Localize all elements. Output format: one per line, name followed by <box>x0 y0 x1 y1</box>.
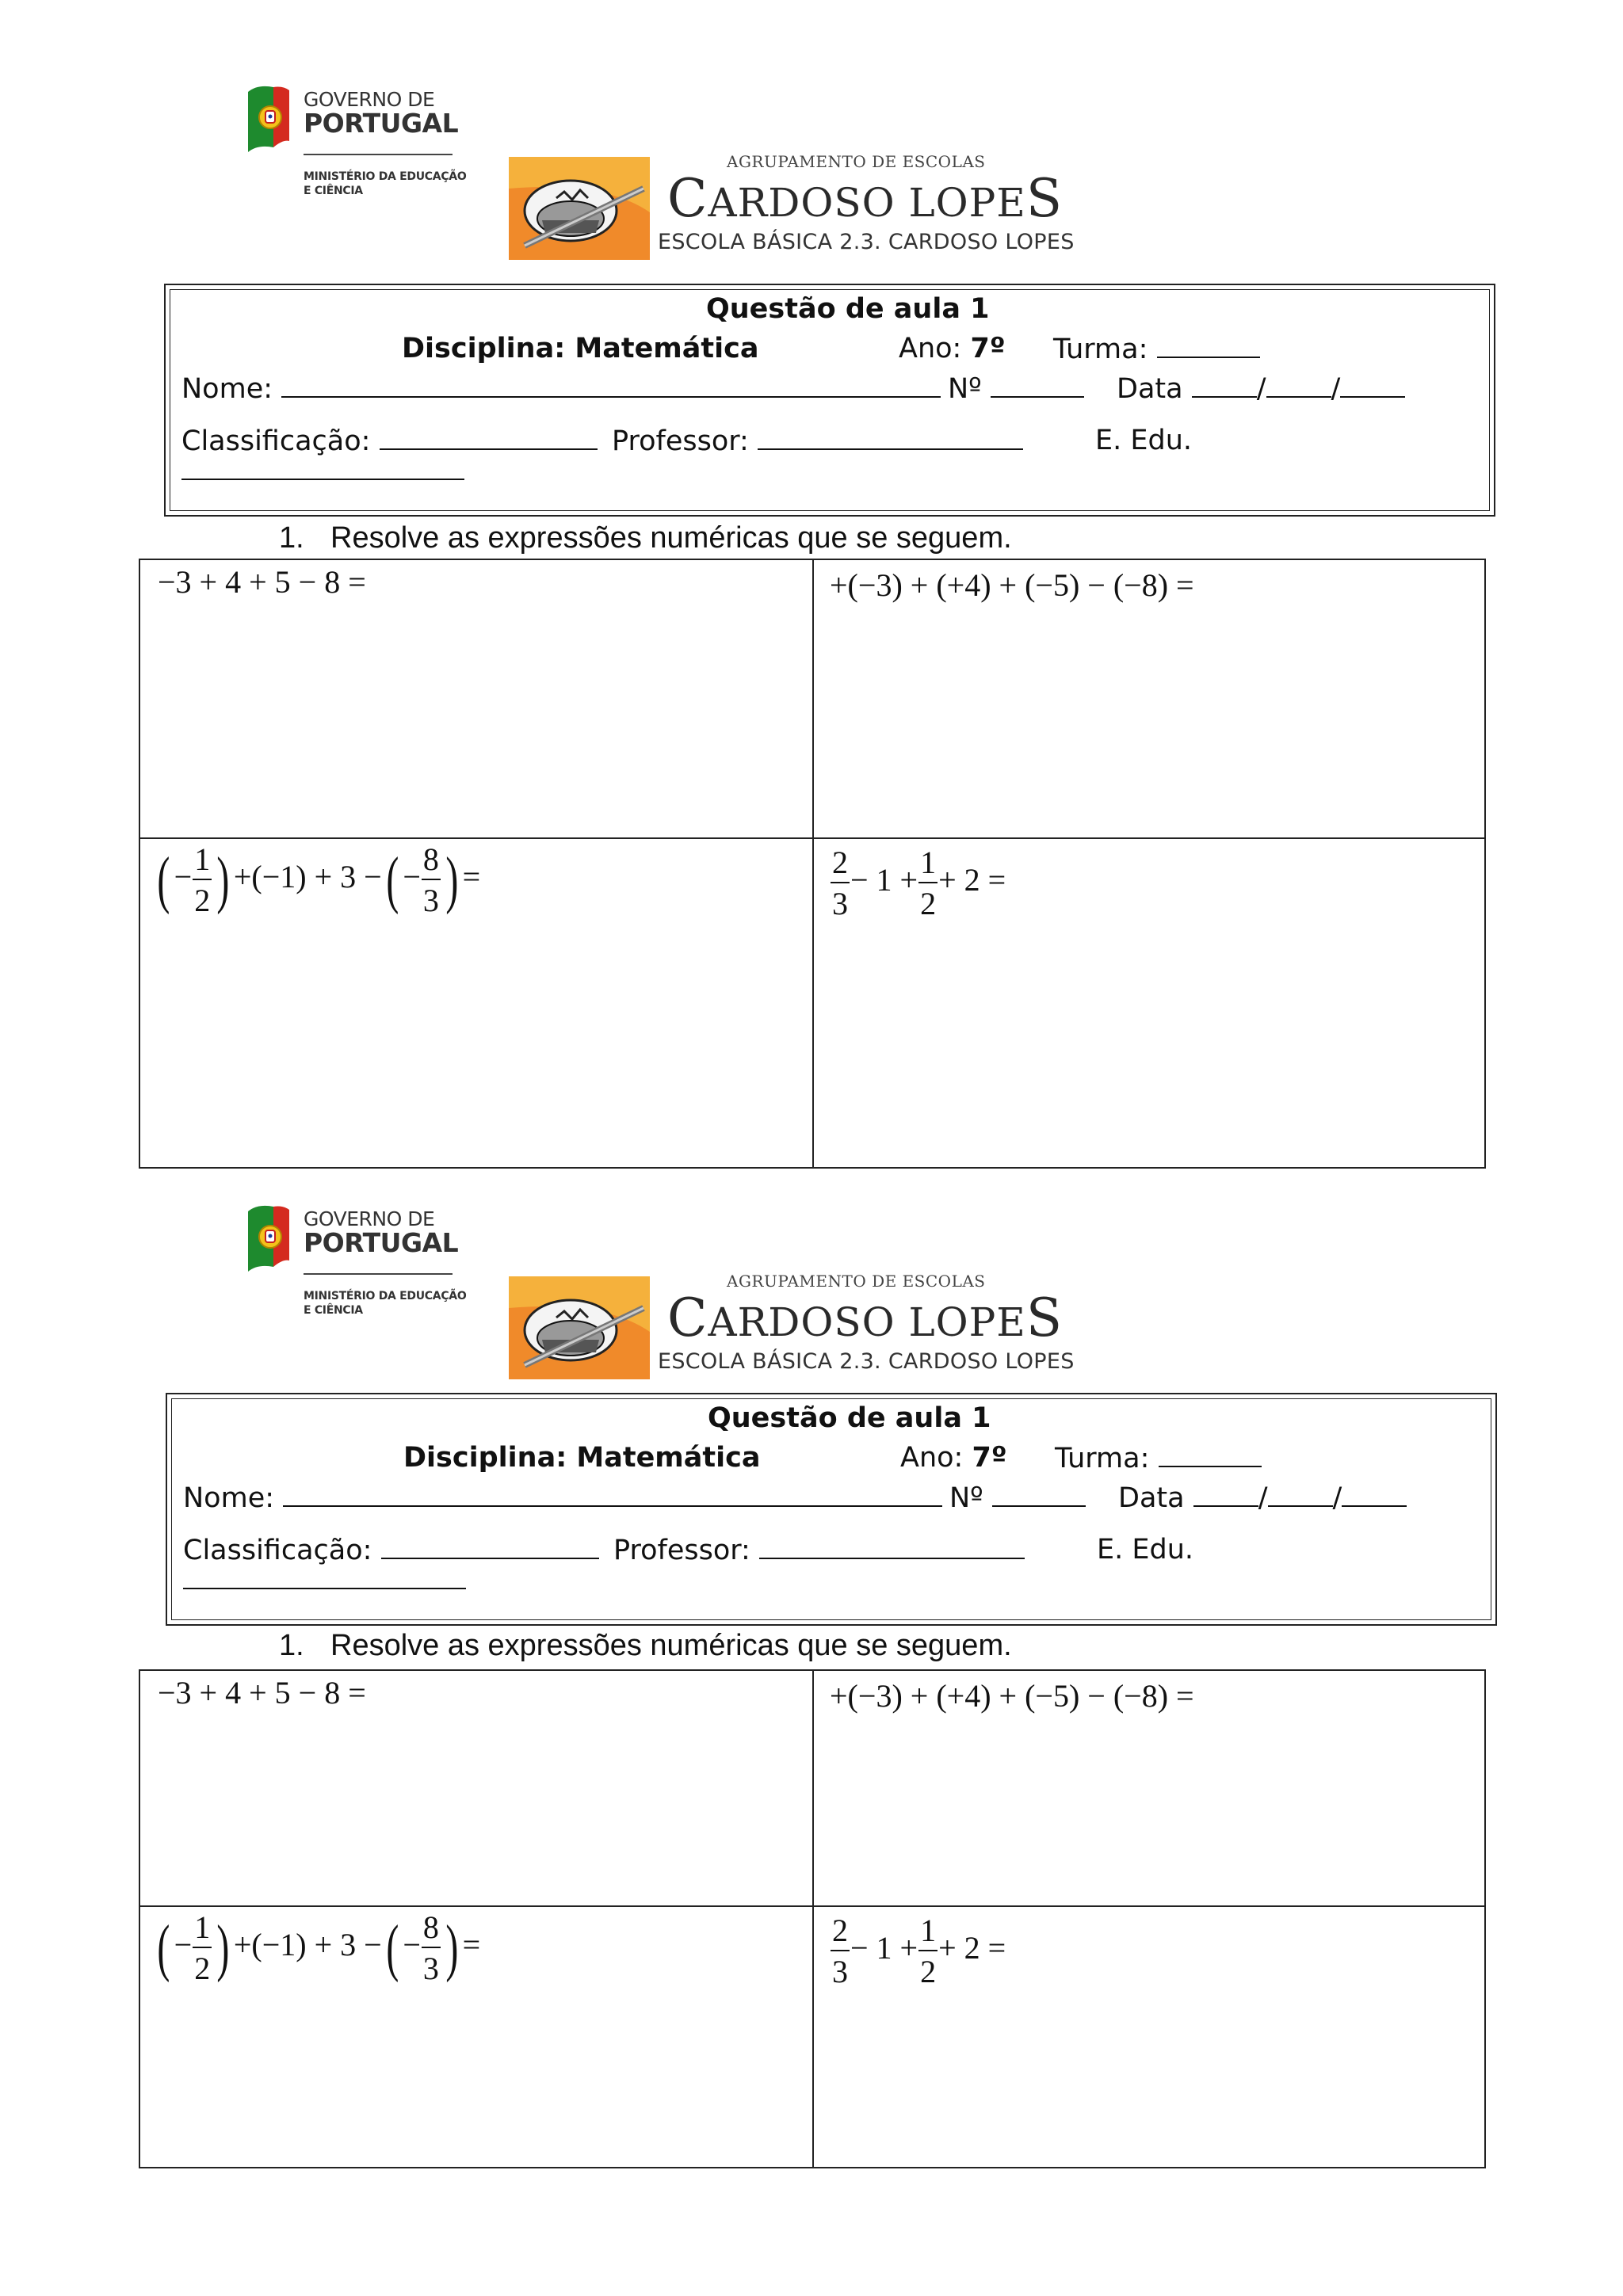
number-field[interactable]: Nº <box>948 372 1084 405</box>
teacher-field[interactable]: Professor: <box>613 1534 1025 1566</box>
gov-logo-line2: PORTUGAL <box>304 108 459 139</box>
header-box <box>164 284 1495 517</box>
class-field[interactable]: Turma: <box>1053 333 1260 365</box>
header-box <box>166 1393 1497 1626</box>
number-field[interactable]: Nº <box>949 1482 1086 1514</box>
year-field: Ano: 7º <box>899 333 1006 364</box>
school-emblem-icon <box>509 157 650 260</box>
exercise-b: +(−3) + (+4) + (−5) − (−8) = <box>830 567 1194 603</box>
governo-de-portugal-logo <box>242 1200 472 1327</box>
gov-logo-ministry-2: E CIÊNCIA <box>304 185 363 197</box>
gov-logo-line2: PORTUGAL <box>304 1227 459 1258</box>
exercise-b: +(−3) + (+4) + (−5) − (−8) = <box>830 1678 1194 1714</box>
exercise-d: $\frac{2}{3}$ − 1 + $\frac{1}{2}$ + 2 = <box>832 845 1006 921</box>
worksheet-copy-2 <box>0 1119 1623 2229</box>
gov-logo-divider <box>304 1273 453 1275</box>
school-subtitle: ESCOLA BÁSICA 2.3. CARDOSO LOPES <box>658 230 1075 254</box>
exercise-c: ( − $\frac{1}{2}$ ) +(−1) + 3 −( − $\frac{8}{3}$ ) = <box>157 1909 481 1986</box>
exercise-grid <box>139 559 1486 1169</box>
school-subtitle: ESCOLA BÁSICA 2.3. CARDOSO LOPES <box>658 1349 1075 1374</box>
exercise-c: ( − $\frac{1}{2}$ ) +(−1) + 3 −( − $\frac{8}{3}$ ) = <box>157 841 481 918</box>
exercise-d: $\frac{2}{3}$ − 1 + $\frac{1}{2}$ + 2 = <box>832 1913 1006 1989</box>
name-field[interactable]: Nome: <box>181 372 941 405</box>
discipline-label: Disciplina: Matemática <box>402 333 759 364</box>
gov-logo-ministry-2: E CIÊNCIA <box>304 1304 363 1317</box>
exercise-a: −3 + 4 + 5 − 8 = <box>158 1675 366 1711</box>
gov-logo-ministry: MINISTÉRIO DA EDUCAÇÃO <box>304 170 467 183</box>
exercise-grid <box>139 1669 1486 2168</box>
cardoso-lopes-school-logo <box>509 151 1075 261</box>
portugal-flag-emblem-icon <box>242 84 292 155</box>
gov-logo-line1: GOVERNO DE <box>304 1207 435 1230</box>
guardian-signature-line[interactable] <box>183 1586 466 1589</box>
school-emblem-icon <box>509 1276 650 1379</box>
teacher-field[interactable]: Professor: <box>612 425 1023 457</box>
class-field[interactable]: Turma: <box>1055 1442 1262 1474</box>
school-name: CARDOSO LOPES <box>667 168 1064 229</box>
date-field[interactable]: Data / / <box>1117 372 1405 405</box>
grade-field[interactable]: Classificação: <box>181 425 598 457</box>
exercise-a: −3 + 4 + 5 − 8 = <box>158 564 366 600</box>
guardian-label: E. Edu. <box>1095 425 1193 456</box>
instruction: 1. Resolve as expressões numéricas que se seguem. <box>279 521 1012 555</box>
page-title: Questão de aula 1 <box>708 1402 991 1434</box>
governo-de-portugal-logo <box>242 81 472 208</box>
instruction: 1. Resolve as expressões numéricas que se seguem. <box>279 1629 1012 1662</box>
school-supertitle: AGRUPAMENTO DE ESCOLAS <box>727 1272 986 1291</box>
gov-logo-line1: GOVERNO DE <box>304 88 435 111</box>
guardian-signature-line[interactable] <box>181 477 464 480</box>
page-title: Questão de aula 1 <box>706 293 990 325</box>
guardian-label: E. Edu. <box>1097 1534 1194 1566</box>
date-field[interactable]: Data / / <box>1118 1482 1407 1514</box>
grade-field[interactable]: Classificação: <box>183 1534 599 1566</box>
school-supertitle: AGRUPAMENTO DE ESCOLAS <box>727 152 986 171</box>
name-field[interactable]: Nome: <box>183 1482 942 1514</box>
gov-logo-ministry: MINISTÉRIO DA EDUCAÇÃO <box>304 1290 467 1302</box>
portugal-flag-emblem-icon <box>242 1203 292 1275</box>
cardoso-lopes-school-logo <box>509 1270 1075 1381</box>
year-field: Ano: 7º <box>900 1442 1007 1474</box>
worksheet-copy-1 <box>0 0 1623 1109</box>
gov-logo-divider <box>304 154 453 155</box>
school-name: CARDOSO LOPES <box>667 1287 1064 1348</box>
discipline-label: Disciplina: Matemática <box>403 1442 761 1474</box>
